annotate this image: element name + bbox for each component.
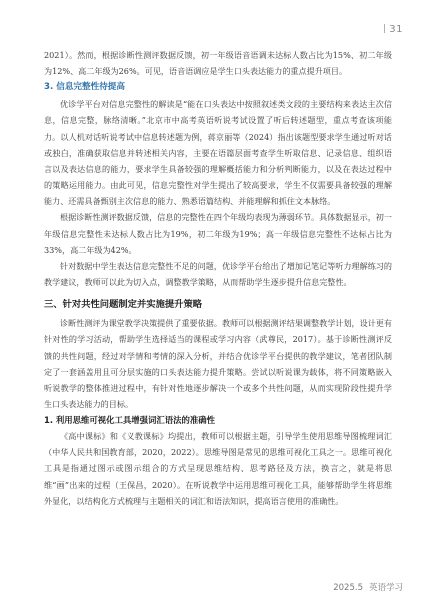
paragraph-3: 根据诊断性测评数据反馈，信息的完整性在四个年级均表现为薄弱环节。具体数据显示，初一年级信息完整性未达标人数占比为19%，初二年级为19%；高一年级信息完整性不达标占比为33%，高二年级为42%。 (44, 212, 392, 255)
page-number-text: 31 (389, 24, 403, 35)
paragraph-2: 优诊学平台对信息完整性的解读是“能在口头表达中按照叙述类文段的主要结构来表达主次信息，信息完整，脉络清晰。”北京市中高考英语听说考试设置了听后转述题型，重点考查该项能力。以人机对话听说考试中信息转述题为例，蒋京丽等（2024）指出该题型要求学生通过听对话或独白，准确获取信息并转述相关内容，主要在语篇层面考查学生听取信息、记录信息、组织语言以及表达信息的能力，要求学生具备较强的理解概括能力和分析判断能力，以及在表达过程中的策略运用能力。由此可见，信息完整性对学生提出了较高要求，学生不仅需要具备较强的理解能力、还需具备甄别主次信息的能力、熟悉语篇结构、并能理解和抓住文本脉络。 (44, 99, 392, 207)
page-number (384, 24, 403, 35)
section-heading-strategies: 三、针对共性问题制定并实施提升策略 (44, 299, 203, 311)
footer-issue: 2025.5 (333, 583, 363, 593)
paragraph-6: 《高中课标》和《义教课标》均提出，教师可以根据主题，引导学生使用思维导图梳理词汇（中华人民共和国教育部，2020，2022）。思维导图是常见的思维可视化工具之一。思维可视化工具是指通过图示或图示组合的方式呈现思维结构、思考路径及方法，换言之，就是将思维“画”出来的过程（王保昌，2020）。在听说教学中运用思维可视化工具，能够帮助学生将思维外显化，以结构化方式梳理与主题相关的词汇和语法知识，提高语言使用的准确性。 (44, 431, 392, 506)
footer-journal-name: 英语学习 (368, 583, 403, 593)
page-footer (333, 581, 403, 593)
paragraph-4: 针对数据中学生表达信息完整性不足的问题，优诊学平台给出了增加记笔记等听力理解练习的教学建议，教师可以此为切入点，调整教学策略，从而帮助学生逐步提升信息完整性。 (44, 260, 392, 288)
paragraph-1: 2021）。然而，根据诊断性测评数据反馈，初一年级语音语调未达标人数占比为15%、初二年级为12%、高二年级为26%。可见，语音语调应是学生口头表达能力的重点提升项目。 (44, 50, 392, 77)
paragraph-5: 诊断性测评为课堂教学决策提供了重要依据。教师可以根据测评结果调整教学计划，设计更有针对性的学习活动，帮助学生选择适当的课程或学习内容（武尊民，2017）。基于诊断性测评反馈的共性问题，经过对学情和考情的深入分析，并结合优诊学平台提供的教学建议，笔者团队制定了一套涵盖用且可分层实施的口头表达能力提升策略。尝试以听说课为载体，将不同策略嵌入听说教学的整体推进过程中，有针对性地逐步解决一个或多个共性问题，从而实现阶段性提升学生口头表达能力的目标。 (44, 318, 392, 409)
subheading-thinking-visualization: 1. 利用思维可视化工具增强词汇语法的准确性 (44, 415, 216, 426)
page-number-divider (384, 24, 385, 33)
article-body (44, 47, 392, 509)
heading-information-completeness: 3. 信息完整性待提高 (44, 82, 125, 93)
